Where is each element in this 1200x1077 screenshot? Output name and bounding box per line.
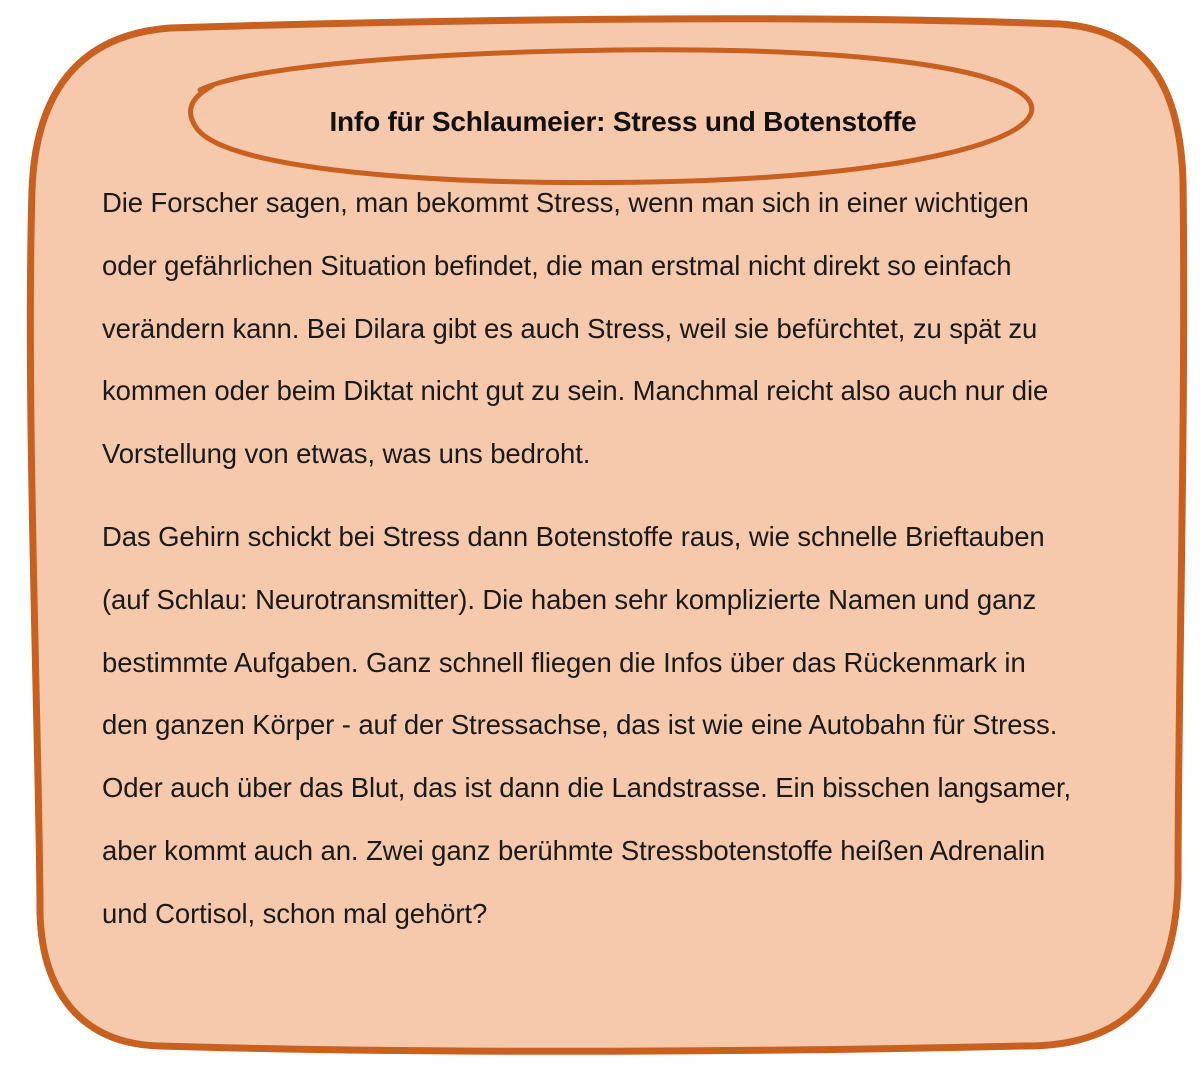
paragraph-1	[102, 172, 1164, 486]
text-line: kommen oder beim Diktat nicht gut zu sein. Manchmal reicht also auch nur die	[102, 375, 1049, 407]
text-line: aber kommt auch an. Zwei ganz berühmte Stressbotenstoffe heißen Adrenalin	[102, 834, 1046, 866]
text-line: Die Forscher sagen, man bekommt Stress, wenn man sich in einer wichtigen	[102, 187, 1029, 218]
text-line: den ganzen Körper - auf der Stressachse, das ist wie eine Autobahn für Stress.	[102, 709, 1058, 741]
text-line: bestimmte Aufgaben. Ganz schnell fliegen die Infos über das Rückenmark in	[102, 646, 1026, 678]
text-line: verändern kann. Bei Dilara gibt es auch Stress, weil sie befürchtet, zu spät zu	[102, 312, 1038, 344]
text-line: Das Gehirn schickt bei Stress dann Botenstoffe raus, wie schnelle Brieftauben	[102, 520, 1045, 552]
text-line: oder gefährlichen Situation befindet, die man erstmal nicht direkt so einfach	[102, 249, 1012, 281]
text-line: (auf Schlau: Neurotransmitter). Die haben sehr komplizierte Namen und ganz	[102, 583, 1037, 615]
text-line: Oder auch über das Blut, das ist dann die Landstrasse. Ein bisschen langsamer,	[102, 772, 1072, 804]
paragraph-2	[102, 506, 1164, 946]
info-body	[102, 172, 1164, 946]
info-title: Info für Schlaumeier: Stress und Botenstoffe	[329, 106, 917, 137]
text-line: und Cortisol, schon mal gehört?	[102, 897, 488, 929]
text-line: Vorstellung von etwas, was uns bedroht.	[102, 438, 591, 470]
